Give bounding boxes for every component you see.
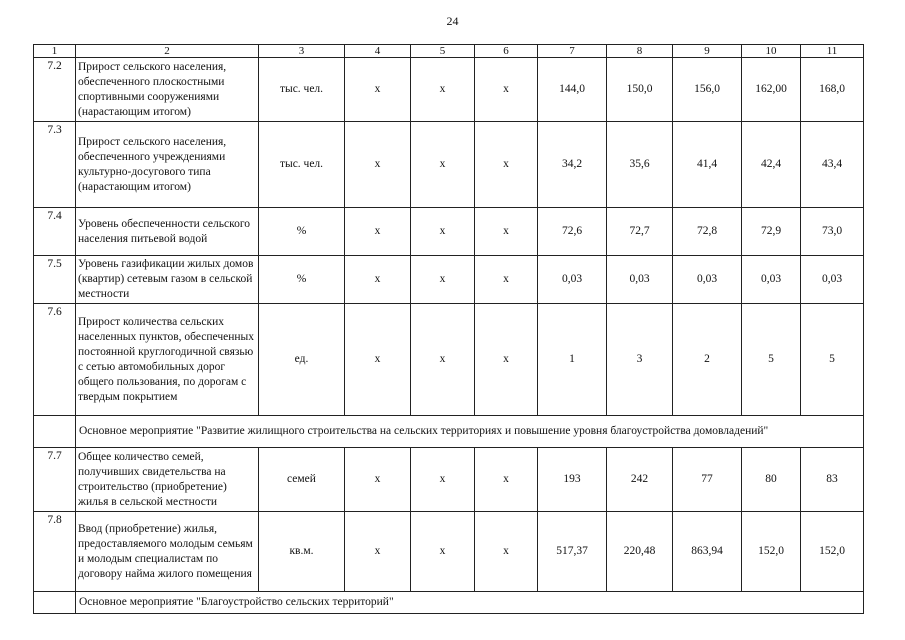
value-cell: х (345, 512, 411, 592)
value-cell: х (475, 304, 538, 416)
value-cell: 193 (538, 448, 607, 512)
value-cell: 150,0 (607, 58, 673, 122)
value-cell: 144,0 (538, 58, 607, 122)
value-cell: 152,0 (742, 512, 801, 592)
value-cell: 220,48 (607, 512, 673, 592)
value-cell: х (345, 256, 411, 304)
header-cell: 11 (801, 45, 864, 58)
header-cell: 2 (76, 45, 259, 58)
row-number: 7.3 (34, 122, 76, 208)
header-cell: 5 (411, 45, 475, 58)
value-cell: 34,2 (538, 122, 607, 208)
value-cell: 3 (607, 304, 673, 416)
value-cell: х (411, 512, 475, 592)
value-cell: 35,6 (607, 122, 673, 208)
value-cell: 168,0 (801, 58, 864, 122)
value-cell: х (475, 512, 538, 592)
header-cell: 3 (259, 45, 345, 58)
value-cell: 0,03 (801, 256, 864, 304)
value-cell: х (411, 208, 475, 256)
value-cell: 863,94 (673, 512, 742, 592)
indicator-name: Ввод (приобретение) жилья, предоставляемого молодым семьям и молодым специалистам по договору найма жилого помещения (76, 512, 259, 592)
header-cell: 10 (742, 45, 801, 58)
page-number: 24 (446, 14, 459, 28)
header-cell: 6 (475, 45, 538, 58)
indicators-table (33, 44, 864, 614)
unit-cell: тыс. чел. (259, 58, 345, 122)
indicator-name: Прирост количества сельских населенных пунктов, обеспеченных постоянной круглогодичной связью с сетью автомобильных дорог общего пользования, по дорогам с твердым покрытием (76, 304, 259, 416)
value-cell: 73,0 (801, 208, 864, 256)
unit-cell: ед. (259, 304, 345, 416)
row-number: 7.6 (34, 304, 76, 416)
section-row (34, 416, 864, 448)
value-cell: х (411, 58, 475, 122)
table-row (34, 304, 864, 416)
table-row (34, 256, 864, 304)
header-cell: 1 (34, 45, 76, 58)
value-cell: х (411, 122, 475, 208)
value-cell: 72,7 (607, 208, 673, 256)
value-cell: 517,37 (538, 512, 607, 592)
value-cell: х (475, 208, 538, 256)
value-cell: х (345, 122, 411, 208)
indicator-name: Прирост сельского населения, обеспеченного учреждениями культурно-досугового типа (нарастающим итогом) (76, 122, 259, 208)
value-cell: 72,6 (538, 208, 607, 256)
header-cell: 4 (345, 45, 411, 58)
value-cell: 242 (607, 448, 673, 512)
value-cell: 1 (538, 304, 607, 416)
row-number: 7.2 (34, 58, 76, 122)
value-cell: 5 (801, 304, 864, 416)
value-cell: 41,4 (673, 122, 742, 208)
value-cell: х (411, 304, 475, 416)
section-title: Основное мероприятие "Развитие жилищного строительства на сельских территориях и повышение уровня благоустройства домовладений" (76, 416, 864, 448)
value-cell: 72,8 (673, 208, 742, 256)
table-row (34, 208, 864, 256)
value-cell: х (345, 208, 411, 256)
row-number: 7.7 (34, 448, 76, 512)
indicator-name: Прирост сельского населения, обеспеченного плоскостными спортивными сооружениями (нарастающим итогом) (76, 58, 259, 122)
value-cell: х (475, 256, 538, 304)
value-cell: 0,03 (673, 256, 742, 304)
table-row (34, 58, 864, 122)
unit-cell: % (259, 208, 345, 256)
column-number-row (34, 45, 864, 58)
header-cell: 8 (607, 45, 673, 58)
value-cell: 0,03 (538, 256, 607, 304)
value-cell: х (345, 58, 411, 122)
row-number: 7.4 (34, 208, 76, 256)
value-cell: х (411, 256, 475, 304)
value-cell: 152,0 (801, 512, 864, 592)
value-cell: 2 (673, 304, 742, 416)
section-title: Основное мероприятие "Благоустройство сельских территорий" (76, 592, 864, 614)
indicator-name: Общее количество семей, получивших свидетельства на строительство (приобретение) жилья в сельской местности (76, 448, 259, 512)
value-cell: 5 (742, 304, 801, 416)
value-cell: 77 (673, 448, 742, 512)
value-cell: х (411, 448, 475, 512)
section-number-cell (34, 592, 76, 614)
table-row (34, 122, 864, 208)
unit-cell: % (259, 256, 345, 304)
table-row (34, 448, 864, 512)
value-cell: 162,00 (742, 58, 801, 122)
indicator-name: Уровень обеспеченности сельского населения питьевой водой (76, 208, 259, 256)
row-number: 7.5 (34, 256, 76, 304)
unit-cell: семей (259, 448, 345, 512)
value-cell: 83 (801, 448, 864, 512)
indicator-name: Уровень газификации жилых домов (квартир) сетевым газом в сельской местности (76, 256, 259, 304)
value-cell: х (475, 122, 538, 208)
value-cell: х (475, 58, 538, 122)
value-cell: 72,9 (742, 208, 801, 256)
value-cell: 43,4 (801, 122, 864, 208)
unit-cell: тыс. чел. (259, 122, 345, 208)
value-cell: 80 (742, 448, 801, 512)
header-cell: 7 (538, 45, 607, 58)
value-cell: х (345, 448, 411, 512)
unit-cell: кв.м. (259, 512, 345, 592)
value-cell: х (345, 304, 411, 416)
value-cell: х (475, 448, 538, 512)
section-number-cell (34, 416, 76, 448)
row-number: 7.8 (34, 512, 76, 592)
value-cell: 42,4 (742, 122, 801, 208)
value-cell: 0,03 (742, 256, 801, 304)
table-row (34, 512, 864, 592)
value-cell: 0,03 (607, 256, 673, 304)
header-cell: 9 (673, 45, 742, 58)
section-row (34, 592, 864, 614)
value-cell: 156,0 (673, 58, 742, 122)
